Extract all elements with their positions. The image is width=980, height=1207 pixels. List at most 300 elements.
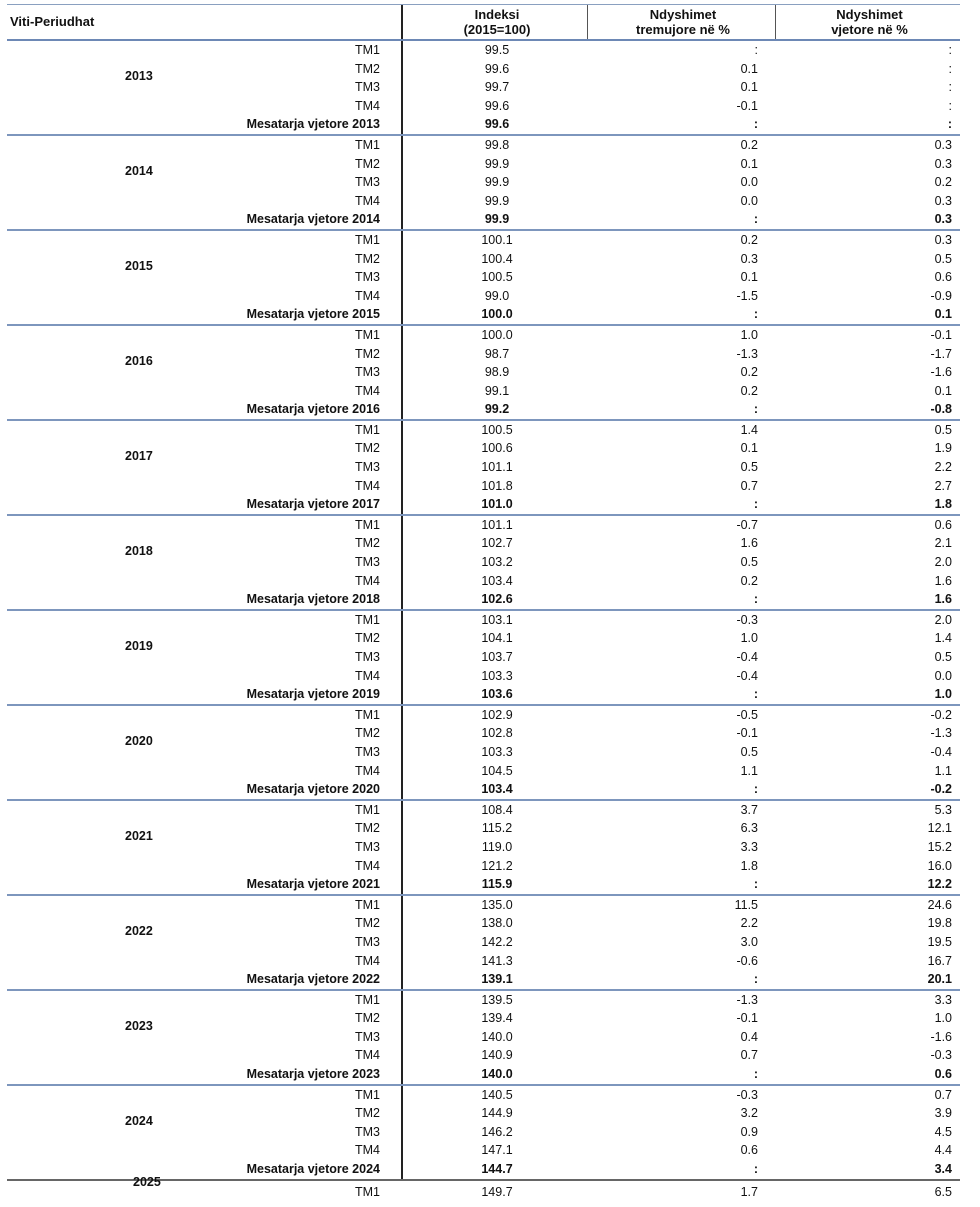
year-label: 2020 <box>125 733 153 748</box>
index-cell: 101.8 <box>481 478 513 493</box>
table-row <box>7 933 960 952</box>
table-row <box>7 516 960 535</box>
year-label: 2013 <box>125 69 153 83</box>
period-cell: TM3 <box>355 555 380 570</box>
quarterly-change-cell: 3.7 <box>740 802 758 817</box>
header-period: Viti-Periudhat <box>10 14 95 29</box>
year-label: 2024 <box>125 1113 153 1128</box>
table-row <box>7 268 960 287</box>
table-row <box>7 801 960 820</box>
yearly-change-cell: 1.6 <box>934 592 952 607</box>
quarterly-change-cell: 3.3 <box>740 839 758 854</box>
quarterly-change-cell: 2.2 <box>740 916 758 931</box>
period-cell: Mesatarja vjetore 2014 <box>246 212 380 227</box>
period-cell: TM4 <box>355 573 380 588</box>
year-label: 2018 <box>125 543 153 558</box>
year-group <box>7 611 960 706</box>
quarterly-change-cell: : <box>753 972 758 987</box>
header-yearly-change <box>779 5 960 41</box>
period-cell: TM2 <box>355 156 380 171</box>
yearly-change-cell: : <box>948 80 952 95</box>
price-index-table <box>7 4 960 1203</box>
header-index-line1: Indeksi <box>474 7 520 22</box>
table-row <box>7 1046 960 1065</box>
index-cell: 102.9 <box>481 707 513 722</box>
quarterly-change-cell: : <box>753 212 758 227</box>
index-cell: 140.9 <box>481 1048 513 1063</box>
yearly-change-cell: 19.8 <box>927 916 952 931</box>
header-ychange-line1: Ndyshimet <box>836 7 903 22</box>
yearly-change-cell: 2.1 <box>934 536 952 551</box>
yearly-change-cell: 3.4 <box>934 1162 952 1177</box>
annual-average-row <box>7 400 960 419</box>
table-row <box>7 97 960 116</box>
yearly-change-cell: 2.7 <box>934 478 952 493</box>
quarterly-change-cell: 0.2 <box>740 137 758 152</box>
period-cell: TM4 <box>355 193 380 208</box>
quarterly-change-cell: -1.5 <box>736 288 758 303</box>
index-cell: 149.7 <box>481 1184 513 1199</box>
year-group <box>7 231 960 326</box>
index-cell: 140.5 <box>481 1087 513 1102</box>
period-cell: Mesatarja vjetore 2018 <box>246 592 380 607</box>
table-row <box>7 724 960 743</box>
quarterly-change-cell: -0.1 <box>736 98 758 113</box>
yearly-change-cell: : <box>948 43 952 57</box>
period-cell: TM1 <box>355 897 380 912</box>
period-cell: TM4 <box>355 858 380 873</box>
period-cell: TM2 <box>355 536 380 551</box>
yearly-change-cell: 0.6 <box>934 270 952 285</box>
table-row <box>7 477 960 496</box>
period-cell: TM4 <box>355 763 380 778</box>
table-row <box>7 192 960 211</box>
annual-average-row <box>7 210 960 229</box>
period-cell: TM3 <box>355 650 380 664</box>
period-cell: TM1 <box>355 612 380 627</box>
yearly-change-cell: 0.6 <box>934 1067 952 1082</box>
header-qchange-line2: tremujore në % <box>636 22 730 37</box>
yearly-change-cell: 3.3 <box>934 992 952 1007</box>
index-cell: 108.4 <box>481 802 513 817</box>
yearly-change-cell: -1.6 <box>930 365 952 380</box>
period-cell: TM2 <box>355 251 380 266</box>
yearly-change-cell: 16.0 <box>927 858 952 873</box>
yearly-change-cell: 0.3 <box>934 137 952 152</box>
year-label: 2023 <box>125 1018 153 1033</box>
period-cell: TM3 <box>355 270 380 285</box>
year-group <box>7 136 960 231</box>
quarterly-change-cell: 0.0 <box>740 175 758 190</box>
period-cell: TM3 <box>355 365 380 380</box>
quarterly-change-cell: 3.0 <box>740 934 758 949</box>
yearly-change-cell: 0.5 <box>934 650 952 664</box>
year-label: 2017 <box>125 448 153 463</box>
yearly-change-cell: 6.5 <box>934 1184 952 1199</box>
period-cell: Mesatarja vjetore 2015 <box>246 307 380 322</box>
quarterly-change-cell: : <box>753 1162 758 1177</box>
yearly-change-cell: 1.6 <box>934 573 952 588</box>
yearly-change-cell: -0.2 <box>930 707 952 722</box>
period-cell: TM3 <box>355 460 380 475</box>
yearly-change-cell: 1.4 <box>934 631 952 646</box>
table-row <box>7 41 960 60</box>
quarterly-change-cell: : <box>753 592 758 607</box>
table-row <box>7 611 960 630</box>
yearly-change-cell: 5.3 <box>934 802 952 817</box>
index-cell: 99.9 <box>484 156 510 171</box>
table-row <box>7 231 960 250</box>
yearly-change-cell: -0.8 <box>930 402 952 417</box>
yearly-change-cell: 0.5 <box>934 422 952 437</box>
period-cell: TM2 <box>355 346 380 361</box>
quarterly-change-cell: : <box>753 877 758 892</box>
year-group <box>7 896 960 991</box>
quarterly-change-cell: : <box>753 1067 758 1082</box>
table-row <box>7 1028 960 1047</box>
period-cell: TM2 <box>355 726 380 741</box>
yearly-change-cell: 19.5 <box>927 934 952 949</box>
index-cell: 99.0 <box>484 288 510 303</box>
yearly-change-cell: 1.8 <box>934 497 952 512</box>
period-cell: TM1 <box>355 327 380 342</box>
index-cell: 99.1 <box>484 383 510 398</box>
quarterly-change-cell: -0.4 <box>736 650 758 664</box>
index-cell: 99.9 <box>484 175 510 190</box>
quarterly-change-cell: 1.0 <box>740 327 758 342</box>
period-cell: Mesatarja vjetore 2022 <box>246 972 380 987</box>
table-row <box>7 1123 960 1142</box>
index-cell: 104.1 <box>481 631 513 646</box>
quarterly-change-cell: 1.6 <box>740 536 758 551</box>
period-cell: TM2 <box>355 61 380 76</box>
table-row <box>7 762 960 781</box>
table-row <box>7 1009 960 1028</box>
table-row <box>7 345 960 364</box>
period-cell: TM2 <box>355 441 380 456</box>
table-row <box>7 458 960 477</box>
table-row <box>7 667 960 686</box>
period-cell: TM3 <box>355 175 380 190</box>
table-row <box>7 1141 960 1160</box>
yearly-change-cell: 0.1 <box>934 307 952 322</box>
quarterly-change-cell: 0.7 <box>740 478 758 493</box>
annual-average-row <box>7 970 960 989</box>
yearly-change-cell: 1.0 <box>934 1011 952 1026</box>
table-row <box>7 857 960 876</box>
index-cell: 99.6 <box>484 117 510 132</box>
quarterly-change-cell: 0.5 <box>740 744 758 759</box>
quarterly-change-cell: 0.2 <box>740 573 758 588</box>
index-cell: 139.5 <box>481 992 513 1007</box>
index-cell: 140.0 <box>481 1067 513 1082</box>
period-cell: TM3 <box>355 934 380 949</box>
quarterly-change-cell: 0.6 <box>740 1143 758 1158</box>
period-cell: Mesatarja vjetore 2021 <box>246 877 380 892</box>
table-row <box>7 1086 960 1105</box>
annual-average-row <box>7 1065 960 1084</box>
header-ychange-line2: vjetore në % <box>831 22 908 37</box>
quarterly-change-cell: 0.7 <box>740 1048 758 1063</box>
index-cell: 99.2 <box>484 402 510 417</box>
yearly-change-cell: 0.5 <box>934 251 952 266</box>
index-cell: 140.0 <box>481 1029 513 1044</box>
period-cell: Mesatarja vjetore 2016 <box>246 402 380 417</box>
year-group <box>7 41 960 136</box>
quarterly-change-cell: : <box>754 43 758 57</box>
yearly-change-cell: 15.2 <box>927 839 952 854</box>
quarterly-change-cell: 11.5 <box>734 897 758 912</box>
yearly-change-cell: 12.2 <box>927 877 952 892</box>
header-quarterly-change <box>590 5 776 41</box>
yearly-change-cell: -0.3 <box>930 1048 952 1063</box>
quarterly-change-cell: 1.8 <box>740 858 758 873</box>
index-cell: 100.5 <box>481 422 513 437</box>
year-group <box>7 801 960 896</box>
index-cell: 100.4 <box>481 251 513 266</box>
table-row <box>7 287 960 306</box>
yearly-change-cell: -1.3 <box>930 726 952 741</box>
yearly-change-cell: 2.0 <box>934 612 952 627</box>
quarterly-change-cell: 1.1 <box>740 763 758 778</box>
table-row <box>7 326 960 345</box>
table-row <box>7 1104 960 1123</box>
period-cell: Mesatarja vjetore 2013 <box>246 117 380 132</box>
table-row <box>7 553 960 572</box>
header-divider <box>775 5 776 39</box>
quarterly-change-cell: 0.4 <box>740 1029 758 1044</box>
yearly-change-cell: 0.3 <box>934 212 952 227</box>
yearly-change-cell: 0.3 <box>934 232 952 247</box>
year-group <box>7 421 960 516</box>
index-cell: 99.9 <box>484 193 510 208</box>
index-cell: 103.7 <box>481 650 513 664</box>
period-cell: Mesatarja vjetore 2023 <box>246 1067 380 1082</box>
year-label: 2014 <box>125 163 153 178</box>
period-cell: TM3 <box>355 744 380 759</box>
period-cell: TM4 <box>355 1143 380 1158</box>
year-group <box>7 706 960 801</box>
year-group <box>7 991 960 1086</box>
index-cell: 99.8 <box>484 137 510 152</box>
index-cell: 144.7 <box>481 1162 513 1177</box>
year-label: 2019 <box>125 638 153 653</box>
period-cell: TM4 <box>355 478 380 493</box>
quarterly-change-cell: 0.9 <box>740 1124 758 1139</box>
quarterly-change-cell: -0.7 <box>736 517 758 532</box>
annual-average-row <box>7 590 960 609</box>
quarterly-change-cell: : <box>753 687 758 702</box>
yearly-change-cell: 1.9 <box>934 441 952 456</box>
yearly-change-cell: 0.1 <box>934 383 952 398</box>
period-cell: TM1 <box>355 1184 380 1199</box>
index-cell: 103.1 <box>481 612 513 627</box>
yearly-change-cell: -0.1 <box>930 327 952 342</box>
annual-average-row <box>7 495 960 514</box>
table-row <box>7 421 960 440</box>
index-cell: 103.3 <box>481 668 513 683</box>
yearly-change-cell: 3.9 <box>934 1106 952 1121</box>
year-group <box>7 326 960 421</box>
year-label: 2022 <box>125 923 153 938</box>
table-row <box>7 914 960 933</box>
period-cell: Mesatarja vjetore 2019 <box>246 687 380 702</box>
period-cell: TM1 <box>355 422 380 437</box>
index-cell: 121.2 <box>481 858 513 873</box>
index-cell: 100.6 <box>481 441 513 456</box>
header-index-line2: (2015=100) <box>463 22 531 37</box>
yearly-change-cell: 0.6 <box>934 517 952 532</box>
period-cell: TM1 <box>355 802 380 817</box>
quarterly-change-cell: 0.1 <box>740 61 758 76</box>
index-cell: 147.1 <box>481 1143 513 1158</box>
quarterly-change-cell: -1.3 <box>736 992 758 1007</box>
period-cell: TM4 <box>355 953 380 968</box>
yearly-change-cell: 4.4 <box>934 1143 952 1158</box>
yearly-change-cell: -1.7 <box>930 346 952 361</box>
index-cell: 103.3 <box>481 744 513 759</box>
table-row <box>7 838 960 857</box>
quarterly-change-cell: 0.2 <box>740 383 758 398</box>
index-cell: 104.5 <box>481 763 513 778</box>
annual-average-row <box>7 875 960 894</box>
table-body <box>7 41 960 1203</box>
index-cell: 141.3 <box>481 953 513 968</box>
yearly-change-cell: 0.3 <box>934 193 952 208</box>
quarterly-change-cell: : <box>753 402 758 417</box>
quarterly-change-cell: -0.3 <box>736 612 758 627</box>
quarterly-change-cell: -0.6 <box>736 953 758 968</box>
period-cell: TM3 <box>355 1124 380 1139</box>
period-cell: Mesatarja vjetore 2024 <box>246 1162 380 1177</box>
header-index <box>407 5 587 41</box>
table-row <box>7 629 960 648</box>
index-cell: 144.9 <box>481 1106 513 1121</box>
table-row <box>7 173 960 192</box>
index-cell: 103.6 <box>481 687 513 702</box>
index-cell: 119.0 <box>481 839 513 854</box>
period-cell: TM1 <box>355 232 380 247</box>
index-cell: 100.0 <box>481 327 513 342</box>
index-cell: 99.7 <box>484 80 510 95</box>
index-cell: 101.1 <box>481 460 513 475</box>
index-cell: 100.1 <box>481 232 513 247</box>
period-cell: TM2 <box>355 1106 380 1121</box>
table-row <box>7 572 960 591</box>
index-cell: 98.9 <box>484 365 510 380</box>
table-row <box>7 136 960 155</box>
quarterly-change-cell: : <box>753 307 758 322</box>
year-label: 2021 <box>125 828 153 843</box>
index-cell: 138.0 <box>481 916 513 931</box>
table-row <box>7 439 960 458</box>
index-cell: 115.9 <box>481 877 513 892</box>
index-cell: 99.9 <box>484 212 510 227</box>
index-cell: 135.0 <box>481 897 513 912</box>
period-cell: TM2 <box>355 1011 380 1026</box>
period-cell: TM3 <box>355 80 380 95</box>
table-row <box>7 534 960 553</box>
quarterly-change-cell: : <box>753 497 758 512</box>
yearly-change-cell: : <box>947 117 952 132</box>
year-label: 2016 <box>125 353 153 368</box>
period-cell: TM4 <box>355 383 380 398</box>
quarterly-change-cell: 1.7 <box>740 1184 758 1199</box>
year-label: 2015 <box>125 258 153 273</box>
period-cell: Mesatarja vjetore 2020 <box>246 782 380 797</box>
table-row <box>7 78 960 97</box>
period-cell: TM4 <box>355 668 380 683</box>
quarterly-change-cell: -0.1 <box>736 726 758 741</box>
table-row <box>7 896 960 915</box>
quarterly-change-cell: 0.1 <box>740 270 758 285</box>
table-row <box>7 60 960 79</box>
index-cell: 102.7 <box>481 536 513 551</box>
quarterly-change-cell: 1.0 <box>740 631 758 646</box>
quarterly-change-cell: 3.2 <box>740 1106 758 1121</box>
quarterly-change-cell: -1.3 <box>736 346 758 361</box>
index-cell: 103.4 <box>481 782 513 797</box>
table-header <box>7 4 960 41</box>
index-cell: 115.2 <box>481 821 513 836</box>
quarterly-change-cell: 0.5 <box>740 555 758 570</box>
table-row <box>7 648 960 667</box>
period-cell: TM1 <box>355 992 380 1007</box>
annual-average-row <box>7 305 960 324</box>
index-cell: 142.2 <box>481 934 513 949</box>
header-qchange-line1: Ndyshimet <box>649 7 717 22</box>
yearly-change-cell: 0.2 <box>934 175 952 190</box>
year-label: 2025 <box>133 1175 161 1189</box>
quarterly-change-cell: 0.2 <box>740 365 758 380</box>
index-cell: 146.2 <box>481 1124 513 1139</box>
table-row <box>7 743 960 762</box>
period-cell: Mesatarja vjetore 2017 <box>246 497 380 512</box>
index-cell: 99.6 <box>484 61 510 76</box>
index-cell: 102.6 <box>481 592 513 607</box>
yearly-change-cell: 20.1 <box>927 972 952 987</box>
index-cell: 139.4 <box>481 1011 513 1026</box>
table-row <box>7 819 960 838</box>
quarterly-change-cell: 0.3 <box>740 251 758 266</box>
period-cell: TM2 <box>355 916 380 931</box>
quarterly-change-cell: -0.3 <box>736 1087 758 1102</box>
quarterly-change-cell: 6.3 <box>740 821 758 836</box>
yearly-change-cell: 0.0 <box>934 668 952 683</box>
yearly-change-cell: 1.1 <box>934 763 952 778</box>
quarterly-change-cell: 0.1 <box>740 156 758 171</box>
quarterly-change-cell: -0.5 <box>736 707 758 722</box>
index-cell: 99.6 <box>484 98 510 113</box>
table-row <box>7 250 960 269</box>
table-row <box>7 155 960 174</box>
index-cell: 99.5 <box>484 43 510 57</box>
yearly-change-cell: 0.7 <box>934 1087 952 1102</box>
header-divider <box>587 5 588 39</box>
year-group <box>7 1086 960 1181</box>
yearly-change-cell: 16.7 <box>927 953 952 968</box>
quarterly-change-cell: : <box>753 117 758 132</box>
quarterly-change-cell: 0.5 <box>740 460 758 475</box>
yearly-change-cell: : <box>948 98 952 113</box>
quarterly-change-cell: : <box>753 782 758 797</box>
quarterly-change-cell: 0.0 <box>740 193 758 208</box>
period-cell: TM1 <box>355 517 380 532</box>
quarterly-change-cell: 0.2 <box>740 232 758 247</box>
table-row <box>7 952 960 971</box>
period-cell: TM3 <box>355 1029 380 1044</box>
yearly-change-cell: 2.0 <box>934 555 952 570</box>
